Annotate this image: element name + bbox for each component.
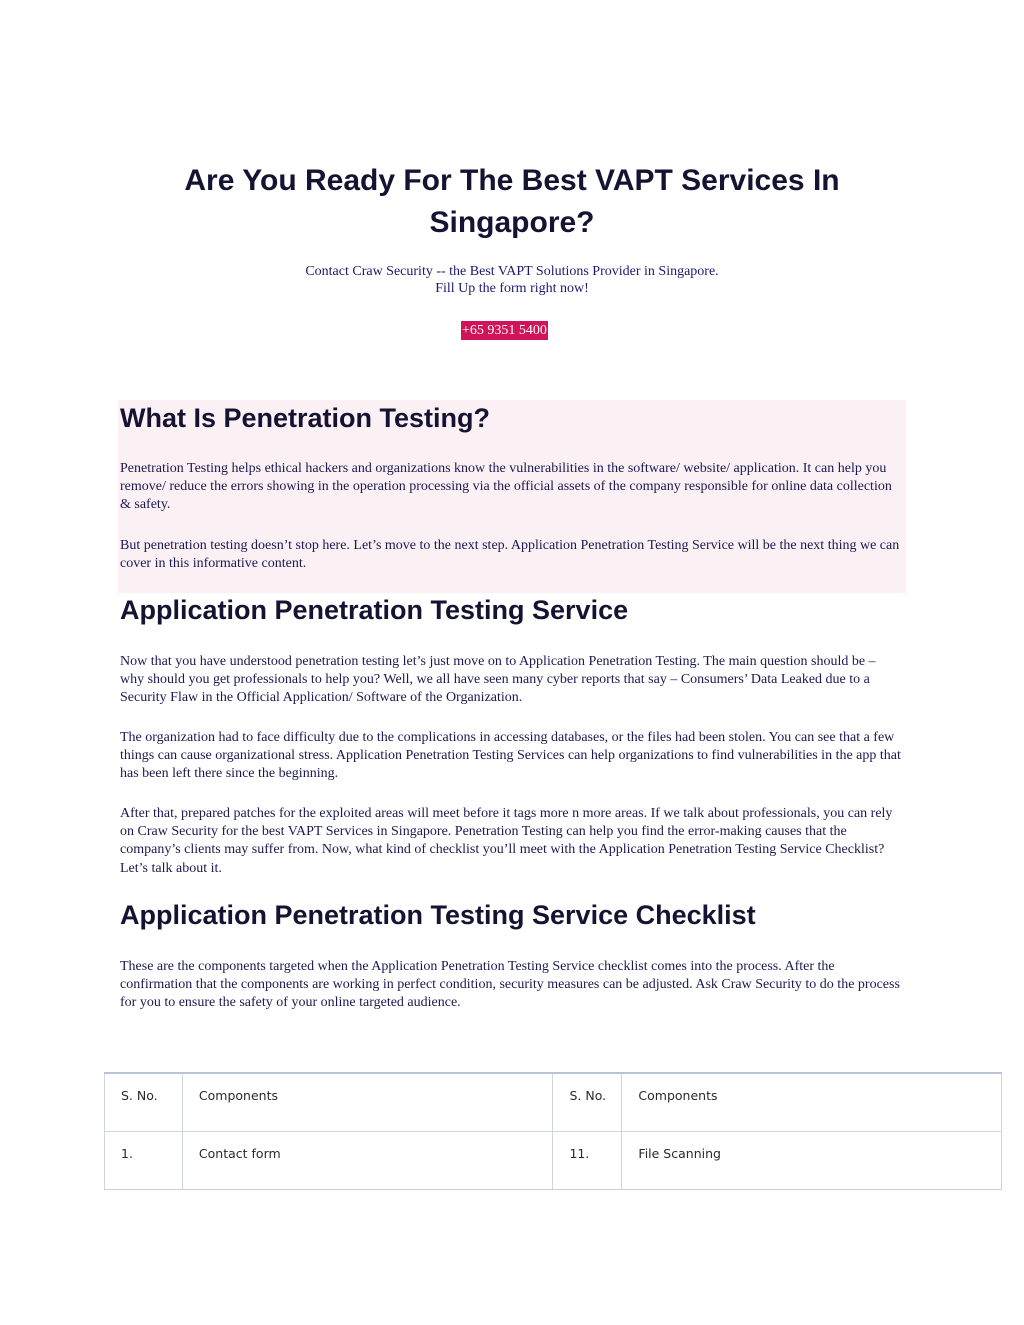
table-cell: File Scanning <box>622 1131 1002 1189</box>
section2-paragraph-1: Now that you have understood penetration testing let’s just move on to Application Penetration Testing. The main question should be – why should you get professionals to help you? Well, we all have seen many cyber reports that say – Consumers’ Data Leaked due to a Security Flaw in the Official Application/ Software of the Organization. <box>120 654 876 706</box>
phone-link[interactable]: +65 9351 5400 <box>462 323 547 338</box>
table-row <box>105 1131 1002 1189</box>
section3-paragraph-1: These are the components targeted when the Application Penetration Testing Service checklist comes into the process. After the confirmation that the components are working in perfect condition, security measures can be adjusted. Ask Craw Security to do the process for you to ensure the safety of your online targeted audience. <box>120 959 900 1011</box>
page-title-line-1: Are You Ready For The Best VAPT Services In <box>184 164 840 197</box>
hero-subtitle-line-1: Contact Craw Security -- the Best VAPT Solutions Provider in Singapore. <box>305 264 719 279</box>
table-cell: Contact form <box>182 1131 553 1189</box>
hero-subtitle-line-2: Fill Up the form right now! <box>435 281 589 296</box>
table-header-cell: Components <box>622 1073 1002 1131</box>
section-heading-checklist: Application Penetration Testing Service Checklist <box>120 900 756 930</box>
section2-paragraph-2: The organization had to face difficulty due to the complications in accessing databases, or the files had been stolen. You can see that a few things can cause organizational stress. Application Penetration Testing Services can help organizations to find vulnerabilities in the app that has been left there since the beginning. <box>120 730 901 782</box>
table-header-cell: S. No. <box>105 1073 183 1131</box>
section2-paragraph-3: After that, prepared patches for the exploited areas will meet before it tags more n more areas. If we talk about professionals, you can rely on Craw Security for the best VAPT Services in Singapore. Penetration Testing can help you find the error-making causes that the company’s clients may suffer from. Now, what kind of checklist you’ll meet with the Application Penetration Testing Service Checklist? Let’s talk about it. <box>120 806 893 876</box>
section-heading-what-is-penetration-testing: What Is Penetration Testing? <box>120 403 491 433</box>
table-header-cell: Components <box>182 1073 553 1131</box>
table-cell: 1. <box>105 1131 183 1189</box>
section-heading-application-penetration-testing-service: Application Penetration Testing Service <box>120 595 629 625</box>
section1-paragraph-1: Penetration Testing helps ethical hackers and organizations know the vulnerabilities in the software/ website/ application. It can help you remove/ reduce the errors showing in the operation processing via the official assets of the company responsible for online data collection & safety. <box>120 461 892 513</box>
page-title <box>150 160 874 244</box>
components-table <box>104 1072 1002 1190</box>
section1-paragraph-2: But penetration testing doesn’t stop here. Let’s move to the next step. Application Penetration Testing Service will be the next thing we can cover in this informative content. <box>120 538 900 572</box>
hero-subtitle <box>150 263 874 297</box>
page-title-line-2: Singapore? <box>429 206 595 239</box>
table-cell: 11. <box>553 1131 622 1189</box>
table-header-row <box>105 1073 1002 1131</box>
table-header-cell: S. No. <box>553 1073 622 1131</box>
